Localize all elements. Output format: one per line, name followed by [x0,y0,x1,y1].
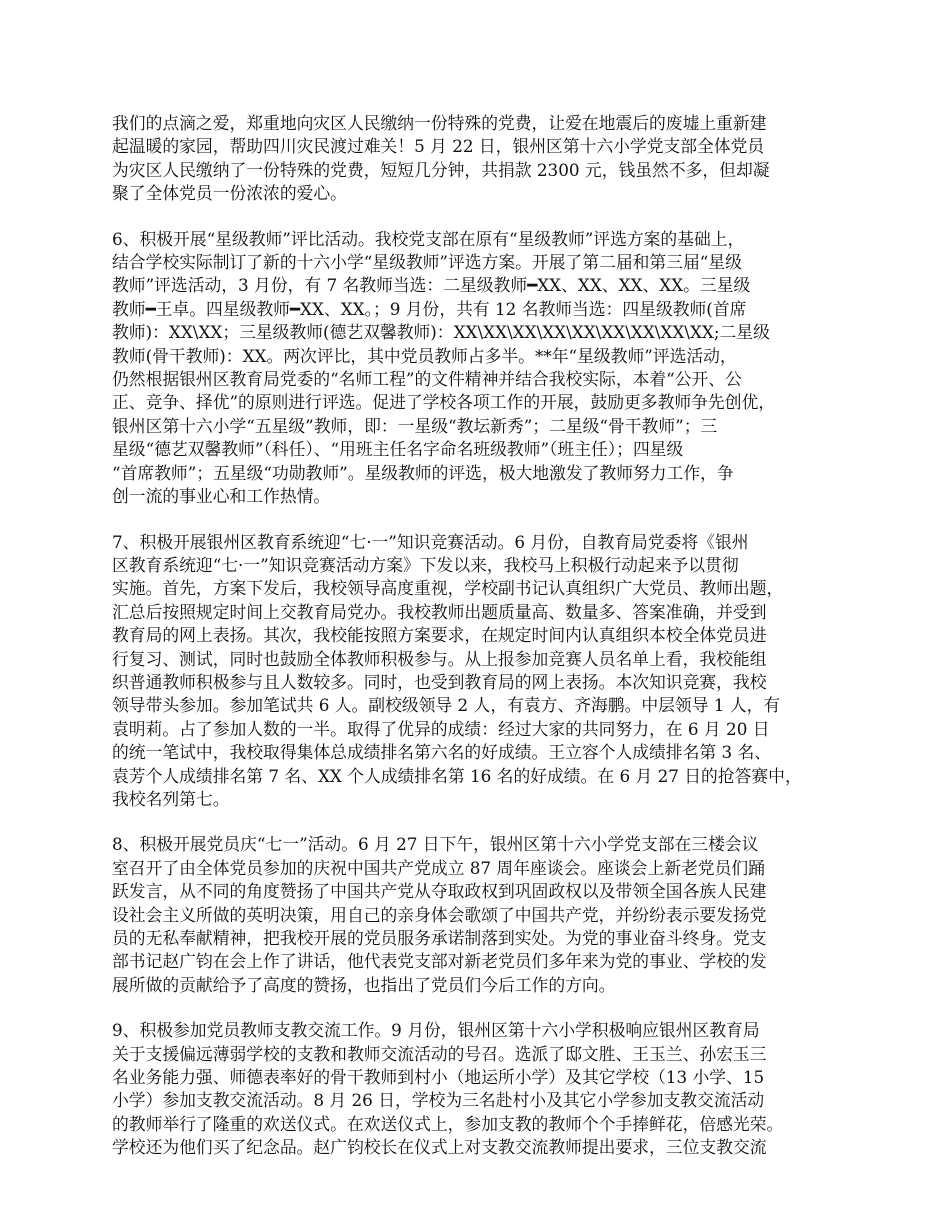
text-line: 聚了全体党员一份浓浓的爱心。 [112,183,347,204]
text-line: 袁芳个人成绩排名第 7 名、XX 个人成绩排名第 16 名的好成绩。在 6 月 27 日的抢答赛中， [112,765,802,786]
text-line: 我们的点滴之爱，郑重地向灾区人民缴纳一份特殊的党费，让爱在地震后的废墟上重新建 [112,113,767,133]
text-line: 结合学校实际制订了新的十六小学“星级教师”评选方案。开展了第二届和第三届“星级 [112,252,742,273]
text-line: 教师”评选活动，3 月份，有 7 名教师当选：二星级教师━XX、XX、XX、XX。三星级 [112,275,751,296]
text-line: 领导带头参加。参加笔试共 6 人。副校级领导 2 人，有袁方、齐海鹏。中层领导 1 人，有 [112,695,781,716]
text-line: 小学）参加支教交流活动。8 月 26 日，学校为三名赴村小及其它小学参加支教交流活动 [112,1090,765,1111]
paragraph [112,531,852,812]
text-line: 名业务能力强、师德表率好的骨干教师到村小（地运所小学）及其它学校（13 小学、15 [112,1067,765,1088]
text-line: 室召开了由全体党员参加的庆祝中国共产党成立 87 周年座谈会。座谈会上新老党员们踊 [112,857,765,878]
text-line: 教师(骨干教师)：XX。两次评比，其中党员教师占多半。**年“星级教师”评选活动， [112,345,737,366]
text-line: 7、积极开展银州区教育系统迎“七·一”知识竞赛活动。6 月份，自教育局党委将《银州 [112,531,749,552]
text-line: 员的无私奉献精神，把我校开展的党员服务承诺制落到实处。为党的事业奋斗终身。党支 [112,928,767,948]
text-line: 学校还为他们买了纪念品。赵广钧校长在仪式上对支教交流教师提出要求，三位支教交流 [112,1137,767,1158]
text-line: 部书记赵广钧在会上作了讲话，他代表党支部对新老党员们多年来为党的事业、学校的发 [112,951,767,972]
text-line: 星级“德艺双馨教师”（科任）、“用班主任名字命名班级教师”（班主任）；四星级 [112,439,684,460]
text-line: 教师━王卓。四星级教师━XX、XX。；9 月份，共有 12 名教师当选：四星级教师(首席 [112,298,747,319]
paragraph [112,228,852,509]
text-line: 教师)：XX\XX；三星级教师(德艺双馨教师)：XX\XX\XX\XX\XX\XX\XX\XX\XX;二星级 [112,322,770,343]
text-line: 织普通教师积极参与且人数较多。同时，也受到教育局的网上表扬。本次知识竞赛，我校 [112,671,767,692]
text-line: 实施。首先，方案下发后，我校领导高度重视，学校副书记认真组织广大党员、教师出题， [112,578,784,599]
text-line: 关于支援偏远薄弱学校的支教和教师交流活动的号召。选派了邸文胜、王玉兰、孙宏玉三 [112,1043,767,1064]
text-line: 跃发言，从不同的角度赞扬了中国共产党从夺取政权到巩固政权以及带领全国各族人民建 [112,881,767,902]
text-line: 起温暖的家园，帮助四川灾民渡过难关！5 月 22 日，银州区第十六小学党支部全体党员 [112,136,765,157]
text-line: 我校名列第七。 [112,788,230,809]
text-line: 8、积极开展党员庆“七一”活动。6 月 27 日下午，银州区第十六小学党支部在三楼会议 [112,834,759,855]
text-line: 的统一笔试中，我校取得集体总成绩排名第六名的好成绩。王立容个人成绩排名第 3 名、 [112,742,772,763]
text-line: 创一流的事业心和工作热情。 [112,486,331,507]
text-line: 设社会主义所做的英明决策，用自己的亲身体会歌颂了中国共产党，并纷纷表示要发扬党 [112,904,767,925]
text-line: 正、竞争、择优”的原则进行评选。促进了学校各项工作的开展，鼓励更多教师争先创优， [112,392,776,413]
text-line: 银州区第十六小学“五星级”教师，即：一星级“教坛新秀”；二星级“骨干教师”；三 [112,415,718,436]
paragraph [112,1019,852,1159]
text-line: 展所做的贡献给予了高度的赞扬，也指出了党员们今后工作的方向。 [112,974,616,995]
text-line: 9、积极参加党员教师支教交流工作。9 月份，银州区第十六小学积极响应银州区教育局 [112,1020,760,1041]
text-line: 教育局的网上表扬。其次，我校能按照方案要求，在规定时间内认真组织本校全体党员进 [112,625,767,646]
text-line: 为灾区人民缴纳了一份特殊的党费，短短几分钟，共捐款 2300 元，钱虽然不多，但却凝 [112,159,770,180]
text-line: 袁明莉。占了参加人数的一半。取得了优异的成绩：经过大家的共同努力，在 6 月 20 日 [112,718,770,739]
text-line: 的教师举行了隆重的欢送仪式。在欢送仪式上，参加支教的教师个个手捧鲜花，倍感光荣。 [112,1113,784,1134]
text-line: 6、积极开展“星级教师”评比活动。我校党支部在原有“星级教师”评选方案的基础上， [112,228,745,249]
paragraph [112,112,852,206]
text-line: 仍然根据银州区教育局党委的“名师工程”的文件精神并结合我校实际，本着“公开、公 [112,369,742,390]
document-body [112,112,852,1182]
paragraph [112,833,852,997]
text-line: 汇总后按照规定时间上交教育局党办。我校教师出题质量高、数量多、答案准确，并受到 [112,601,767,622]
text-line: 区教育系统迎“七·一”知识竞赛活动方案》下发以来，我校马上积极行动起来予以贯彻 [112,554,739,575]
text-line: 行复习、测试，同时也鼓励全体教师积极参与。从上报参加竞赛人员名单上看，我校能组 [112,648,767,669]
text-line: “首席教师”；五星级“功勋教师”。星级教师的评选，极大地激发了教师努力工作，争 [112,462,734,483]
